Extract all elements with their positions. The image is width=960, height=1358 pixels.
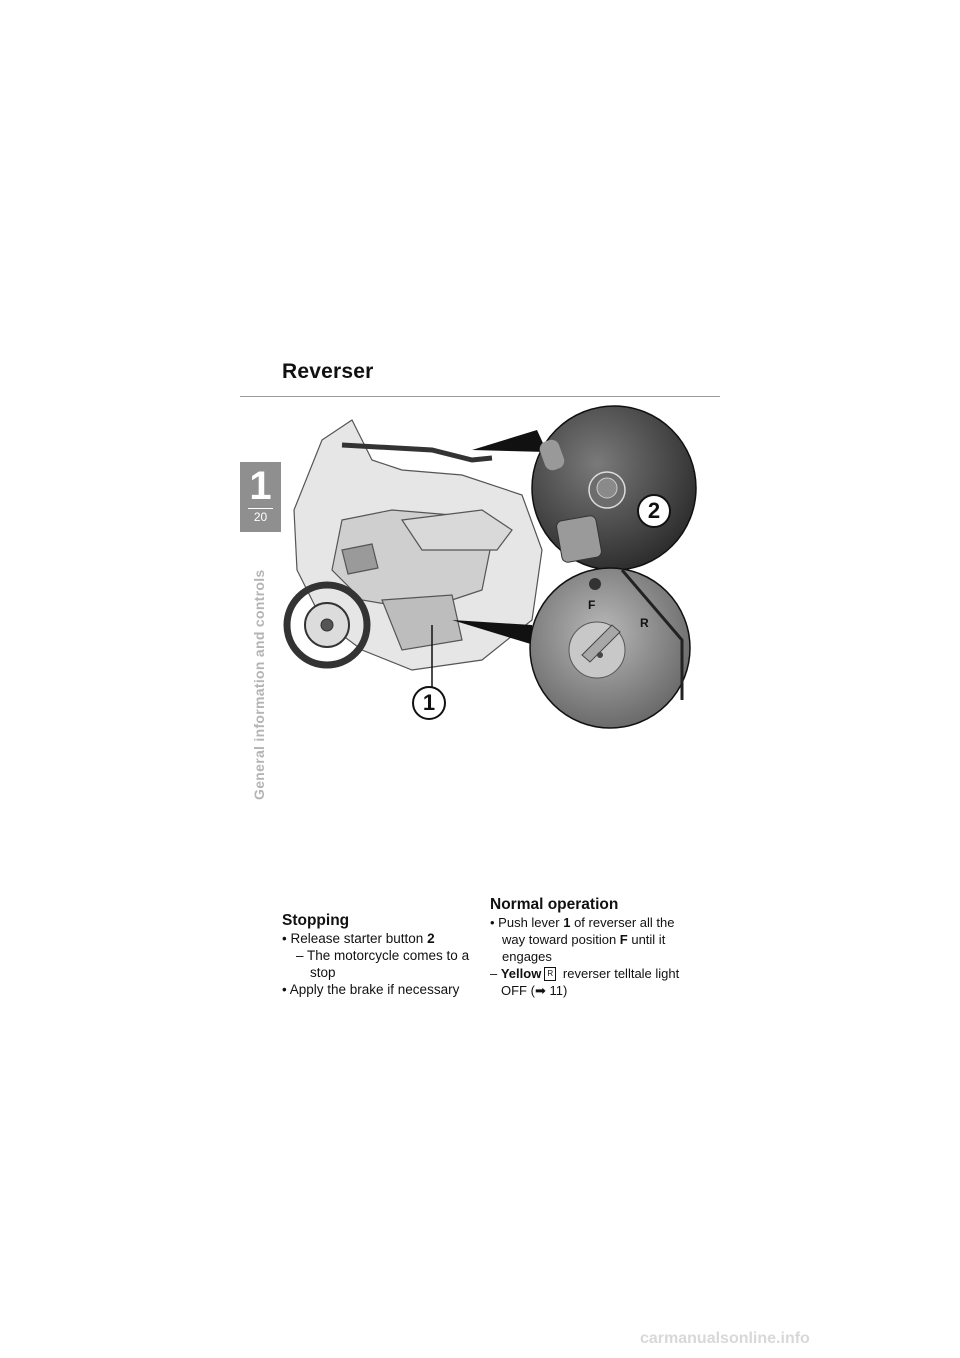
list-item: – Yellow R reverser telltale light OFF (➡ 11) <box>490 966 680 998</box>
list-item-text: The motorcycle comes to a stop <box>307 948 470 980</box>
watermark: carmanualsonline.info <box>640 1330 810 1347</box>
reference-number: 1 <box>563 915 571 930</box>
reverser-lever-detail <box>530 568 690 728</box>
stopping-heading: Stopping <box>282 912 350 929</box>
list-item: – The motorcycle comes to a stop <box>296 948 470 980</box>
list-item: • Push lever 1 of reverser all the way toward position F until it engages <box>490 915 675 964</box>
position-f-label: F <box>588 598 596 612</box>
normal-operation-section <box>490 896 700 999</box>
list-item: • Release starter button 2 <box>282 931 435 946</box>
list-item-text: Push lever <box>498 915 564 930</box>
chapter-side-label: General information and controls <box>251 569 267 800</box>
list-item-text: Release starter button <box>290 931 428 946</box>
normal-operation-heading: Normal operation <box>490 896 619 913</box>
callout-2: 2 <box>637 494 671 528</box>
reference-number: 2 <box>427 931 435 946</box>
chapter-tab <box>240 462 281 532</box>
page-reference: 11) <box>545 983 568 998</box>
callout-wedge-top <box>472 430 547 452</box>
list-item-text: of reverser all the way toward position <box>502 915 675 947</box>
telltale-color: Yellow <box>500 966 542 981</box>
callout-1: 1 <box>412 686 446 720</box>
motorcycle-reverser-illustration <box>282 400 702 760</box>
chapter-divider <box>248 508 273 509</box>
position-label: F <box>619 932 628 947</box>
chapter-number: 1 <box>249 464 272 508</box>
arrow-icon: ➡ <box>534 983 546 998</box>
starter-button-detail <box>532 406 696 570</box>
page-title: Reverser <box>282 360 374 383</box>
motorcycle-illustration-svg <box>282 400 702 760</box>
position-r-label: R <box>640 616 649 630</box>
reverser-telltale-icon: R <box>544 967 556 981</box>
list-item-text: reverser telltale light OFF ( <box>501 966 680 998</box>
page-number: 20 <box>253 510 268 524</box>
list-item-text: Apply the brake if necessary <box>289 982 460 997</box>
title-divider <box>240 396 720 397</box>
list-item: • Apply the brake if necessary <box>282 982 460 997</box>
list-item-text: until it engages <box>502 932 666 964</box>
stopping-section <box>282 912 482 998</box>
